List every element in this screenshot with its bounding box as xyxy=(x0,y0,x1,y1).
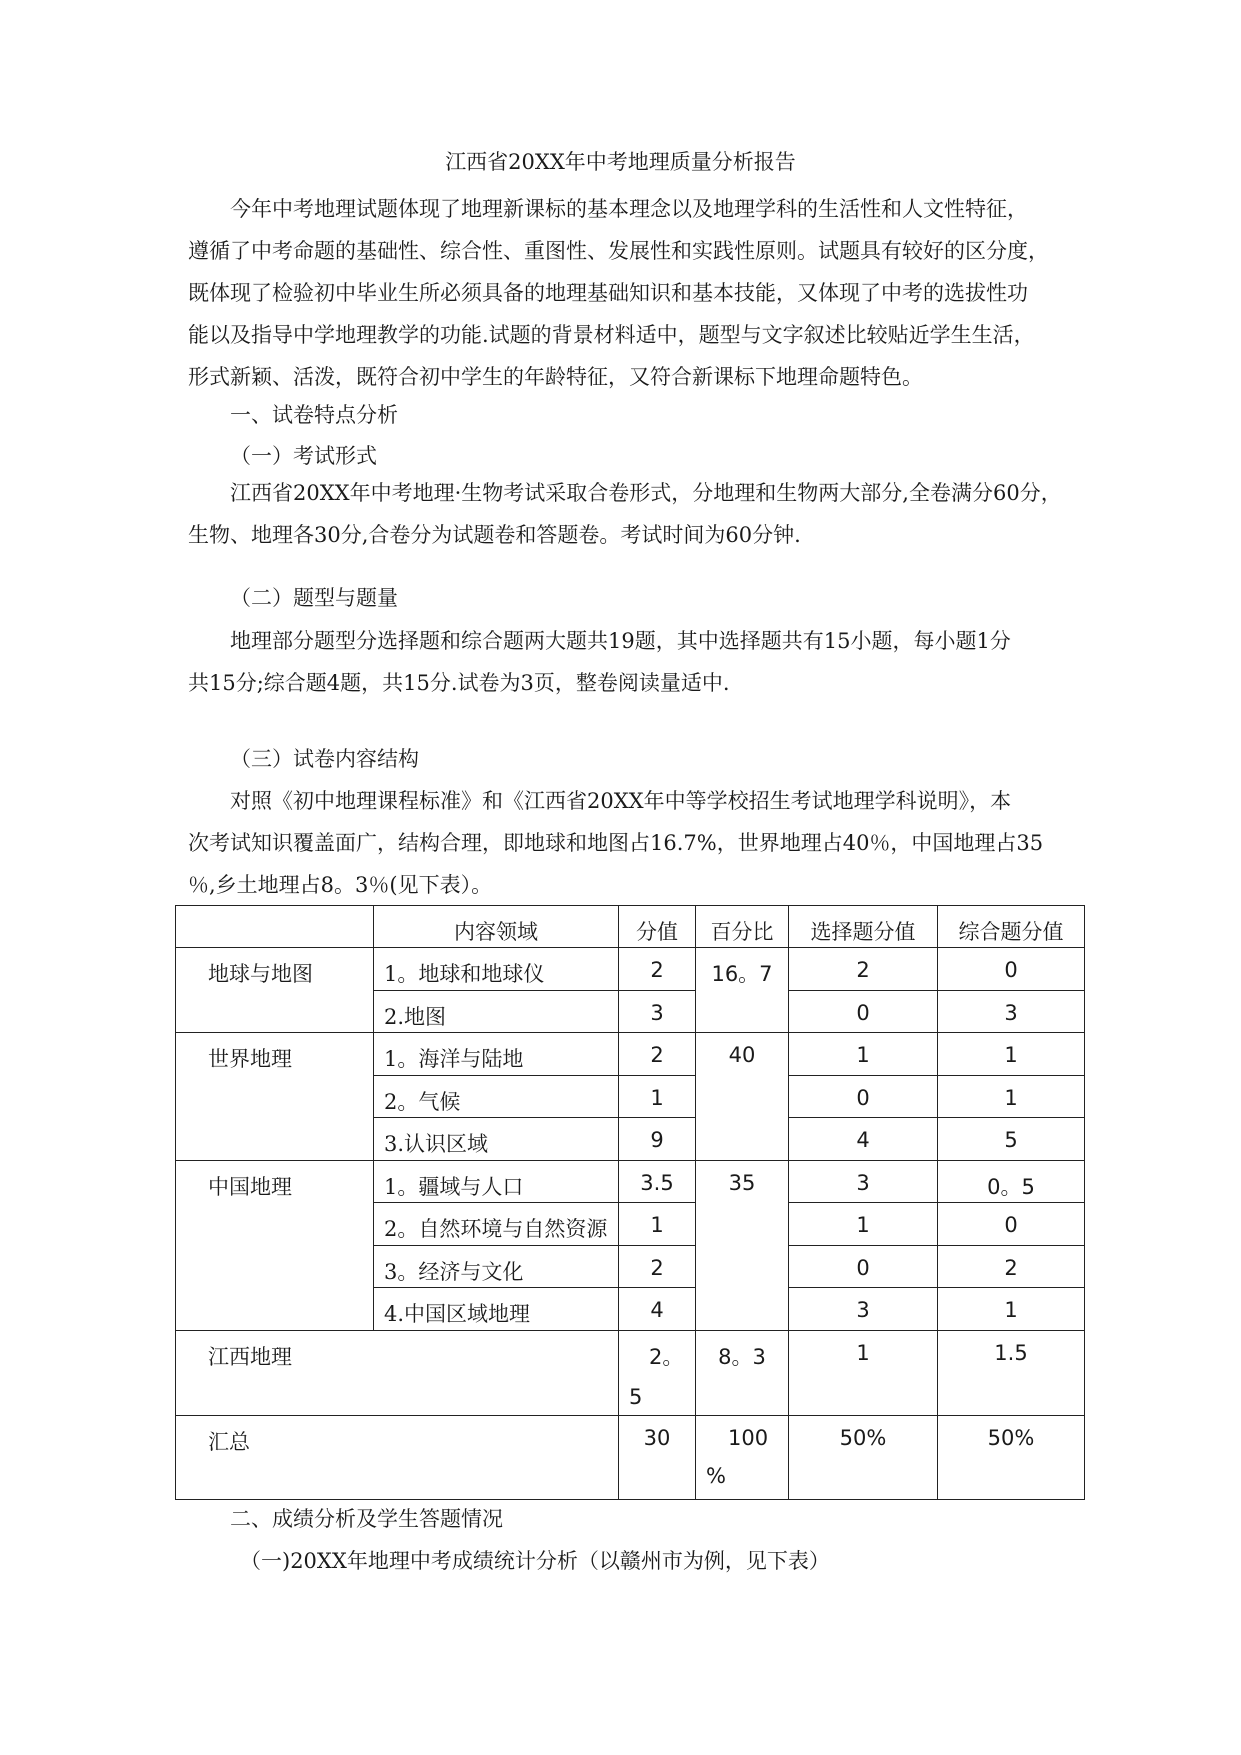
percent-cell: 16。7 xyxy=(696,948,789,1033)
topic-cell: 3。经济与文化 xyxy=(374,1246,619,1288)
comprehensive-score-cell: 0。5 xyxy=(938,1161,1085,1203)
score-cell: 4 xyxy=(619,1288,696,1331)
page-title: 江西省20XX年中考地理质量分析报告 xyxy=(445,150,796,174)
comprehensive-score-cell: 0 xyxy=(938,1203,1085,1246)
subsection-heading-2: （二）题型与题量 xyxy=(230,586,398,610)
choice-score-cell: 1 xyxy=(789,1203,938,1246)
score-cell: 2 xyxy=(619,1033,696,1076)
comprehensive-score-cell: 1 xyxy=(938,1288,1085,1331)
score-cell: 30 xyxy=(619,1416,696,1500)
score-cell: 1 xyxy=(619,1076,696,1118)
paragraph-line: 共15分;综合题4题，共15分.试卷为3页，整卷阅读量适中. xyxy=(188,671,730,695)
comprehensive-score-cell: 50% xyxy=(938,1416,1085,1500)
content-structure-paragraph xyxy=(188,780,1088,906)
table-header-row xyxy=(176,906,1085,948)
paragraph-line: 江西省20XX年中考地理·生物考试采取合卷形式，分地理和生物两大部分,全卷满分60分， xyxy=(230,481,1062,505)
group-cell: 世界地理 xyxy=(176,1033,374,1161)
topic-cell: 1。地球和地球仪 xyxy=(374,948,619,991)
score-cell: 2 xyxy=(619,948,696,991)
topic-cell: 2。自然环境与自然资源 xyxy=(374,1203,619,1246)
header-cell xyxy=(176,906,374,948)
paragraph-line: 对照《初中地理课程标准》和《江西省20XX年中等学校招生考试地理学科说明》，本 xyxy=(230,789,1012,813)
header-cell: 分值 xyxy=(619,906,696,948)
score-cell: 9 xyxy=(619,1118,696,1161)
choice-score-cell: 0 xyxy=(789,1076,938,1118)
group-cell: 中国地理 xyxy=(176,1161,374,1331)
choice-score-cell: 0 xyxy=(789,1246,938,1288)
topic-cell: 1。疆域与人口 xyxy=(374,1161,619,1203)
section-heading-1: 一、试卷特点分析 xyxy=(230,403,398,427)
choice-score-cell: 1 xyxy=(789,1331,938,1416)
choice-score-cell: 3 xyxy=(789,1161,938,1203)
percent-cell: 40 xyxy=(696,1033,789,1161)
section-heading-2: 二、成绩分析及学生答题情况 xyxy=(230,1507,503,1531)
paragraph-line: ％,乡土地理占8。3％(见下表）。 xyxy=(188,873,493,897)
exam-format-paragraph xyxy=(188,472,1088,556)
topic-cell: 2.地图 xyxy=(374,991,619,1033)
table-row xyxy=(176,1416,1085,1500)
comprehensive-score-cell: 5 xyxy=(938,1118,1085,1161)
paragraph-line: 地理部分题型分选择题和综合题两大题共19题，其中选择题共有15小题，每小题1分 xyxy=(230,629,1011,653)
comprehensive-score-cell: 1.5 xyxy=(938,1331,1085,1416)
topic-cell: 4.中国区域地理 xyxy=(374,1288,619,1331)
comprehensive-score-cell: 1 xyxy=(938,1033,1085,1076)
comprehensive-score-cell: 1 xyxy=(938,1076,1085,1118)
intro-line: 形式新颖、活泼，既符合初中学生的年龄特征，又符合新课标下地理命题特色。 xyxy=(188,365,923,389)
intro-line: 既体现了检验初中毕业生所必须具备的地理基础知识和基本技能，又体现了中考的选拔性功 xyxy=(188,281,1028,305)
percent-part: % xyxy=(706,1464,726,1488)
group-cell: 地球与地图 xyxy=(176,948,374,1033)
header-cell: 内容领域 xyxy=(374,906,619,948)
group-cell: 江西地理 xyxy=(176,1331,619,1416)
paragraph-line: 次考试知识覆盖面广，结构合理，即地球和地图占16.7%，世界地理占40％，中国地理占35 xyxy=(188,831,1044,855)
table-row xyxy=(176,1331,1085,1416)
question-types-paragraph xyxy=(188,620,1088,704)
score-cell: 2 xyxy=(619,1246,696,1288)
table-row xyxy=(176,1161,1085,1203)
choice-score-cell: 4 xyxy=(789,1118,938,1161)
comprehensive-score-cell: 0 xyxy=(938,948,1085,991)
intro-line: 能以及指导中学地理教学的功能.试题的背景材料适中，题型与文字叙述比较贴近学生生活， xyxy=(188,323,1035,347)
header-cell: 综合题分值 xyxy=(938,906,1085,948)
percent-part: 100 xyxy=(728,1426,769,1450)
subsection-heading-4: （一)20XX年地理中考成绩统计分析（以赣州市为例，见下表） xyxy=(240,1549,830,1573)
choice-score-cell: 3 xyxy=(789,1288,938,1331)
choice-score-cell: 0 xyxy=(789,991,938,1033)
subsection-heading-3: （三）试卷内容结构 xyxy=(230,747,419,771)
topic-cell: 1。海洋与陆地 xyxy=(374,1033,619,1076)
comprehensive-score-cell: 2 xyxy=(938,1246,1085,1288)
choice-score-cell: 50% xyxy=(789,1416,938,1500)
intro-paragraph xyxy=(188,188,1088,398)
intro-line: 遵循了中考命题的基础性、综合性、重图性、发展性和实践性原则。试题具有较好的区分度， xyxy=(188,239,1049,263)
choice-score-cell: 2 xyxy=(789,948,938,991)
score-cell: 3 xyxy=(619,991,696,1033)
topic-cell: 3.认识区域 xyxy=(374,1118,619,1161)
intro-line: 今年中考地理试题体现了地理新课标的基本理念以及地理学科的生活性和人文性特征， xyxy=(230,197,1028,221)
content-structure-table xyxy=(175,905,1085,1500)
header-cell: 百分比 xyxy=(696,906,789,948)
score-cell: 3.5 xyxy=(619,1161,696,1203)
table-row xyxy=(176,948,1085,991)
choice-score-cell: 1 xyxy=(789,1033,938,1076)
score-cell: 1 xyxy=(619,1203,696,1246)
score-part: 2。 xyxy=(649,1345,684,1369)
paragraph-line: 生物、地理各30分,合卷分为试题卷和答题卷。考试时间为60分钟. xyxy=(188,523,801,547)
score-cell xyxy=(619,1331,696,1416)
header-cell: 选择题分值 xyxy=(789,906,938,948)
score-part: 5 xyxy=(629,1385,643,1409)
percent-cell xyxy=(696,1416,789,1500)
comprehensive-score-cell: 3 xyxy=(938,991,1085,1033)
table-row xyxy=(176,1033,1085,1076)
percent-cell: 8。3 xyxy=(696,1331,789,1416)
topic-cell: 2。气候 xyxy=(374,1076,619,1118)
total-cell: 汇总 xyxy=(176,1416,619,1500)
percent-cell: 35 xyxy=(696,1161,789,1331)
subsection-heading-1: （一）考试形式 xyxy=(230,444,377,468)
